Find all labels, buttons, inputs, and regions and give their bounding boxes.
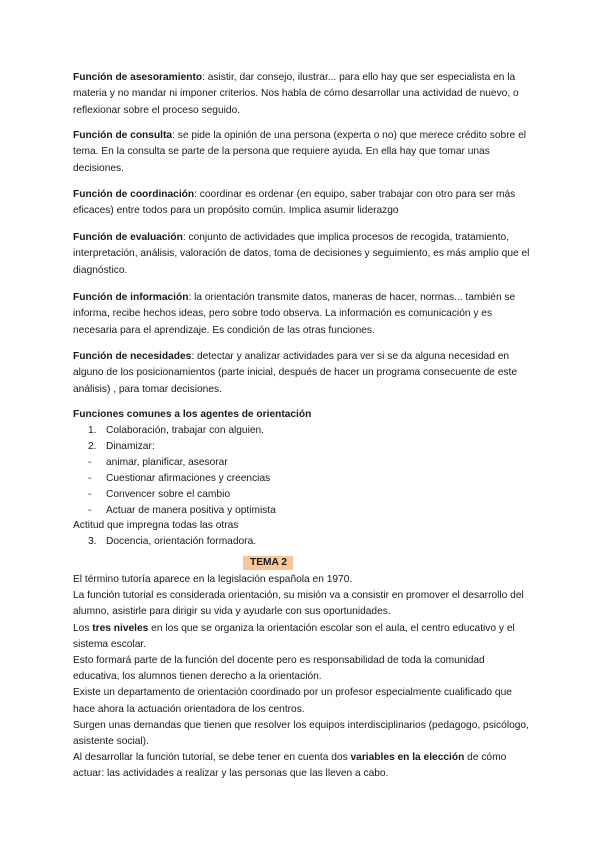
function-term: Función de consulta — [73, 130, 173, 141]
function-term: Función de información — [73, 292, 189, 303]
tema-paragraph: La función tutorial es considerada orientación, su misión va a consistir en promover el desarrollo del alumno, asistirle para dirigir su vida y ayudarle con sus oportunidades. — [73, 590, 524, 618]
bold-term: tres niveles — [92, 622, 149, 634]
list-item — [88, 534, 256, 550]
list-item — [88, 423, 276, 439]
list-marker: 3. — [88, 536, 97, 547]
tema-paragraph: Esto formará parte de la función del docente pero es responsabilidad de toda la comunidad educativa, los alumnos tienen derecho a la orientación. — [73, 655, 485, 683]
list-item-text: animar, planificar, asesorar — [106, 456, 228, 468]
list-item-text: Dinamizar: — [106, 440, 155, 452]
function-description: : la orientación transmite datos, maneras de hacer, normas... también se informa, recibe hechos ideas, pero sobre todo observa. La información es comunicación y es necesaria para el aprendizaje. Es condición de las otras funciones. — [73, 292, 516, 336]
list-marker: - — [88, 488, 92, 500]
common-functions-list-continued — [88, 534, 256, 550]
list-item — [88, 487, 276, 503]
list-marker: 2. — [88, 440, 97, 452]
function-description: : se pide la opinión de una persona (experta o no) que merece crédito sobre el tema. En la consulta se parte de la persona que requiere ayuda. En ella hay que tomar unas decisiones. — [73, 130, 527, 174]
function-information-paragraph — [73, 290, 533, 339]
function-evaluation-paragraph — [73, 230, 533, 279]
function-description: : detectar y analizar actividades para ver si se da alguna necesidad en alguno de los posicionamientos (parte inicial, después de hacer un programa consecuente de este análisis) , para tomar decisiones. — [73, 351, 518, 395]
list-item-text: Docencia, orientación formadora. — [106, 536, 257, 547]
list-item-text: Actuar de manera positiva y optimista — [106, 504, 276, 516]
list-item — [88, 439, 276, 455]
function-term: Función de asesoramiento — [73, 72, 203, 83]
list-item-text: Cuestionar afirmaciones y creencias — [106, 472, 271, 484]
list-item — [88, 471, 276, 487]
function-coordination-paragraph — [73, 187, 533, 220]
tema-2-heading — [243, 556, 293, 570]
common-functions-heading: Funciones comunes a los agentes de orientación — [73, 409, 312, 420]
function-advising-paragraph — [73, 70, 533, 119]
list-marker: - — [88, 472, 92, 484]
list-marker: - — [88, 504, 92, 516]
text-run: de cómo actuar: las actividades a realizar y las personas que las lleven a cabo. — [73, 752, 507, 780]
list-marker: 1. — [88, 425, 97, 436]
list-item-text: Convencer sobre el cambio — [106, 488, 231, 500]
text-run: Al desarrollar la función tutorial, se debe tener en cuenta dos — [73, 752, 351, 764]
function-description: : conjunto de actividades que implica procesos de recogida, tratamiento, interpretación, análisis, valoración de datos, toma de decisiones y seguimiento, es más amplio que el diagnóstico. — [73, 232, 530, 276]
function-term: Función de necesidades — [73, 351, 192, 362]
list-marker: - — [88, 456, 92, 468]
list-item — [88, 503, 276, 519]
text-run: en los que se organiza la orientación escolar son el aula, el centro educativo y el sistema escolar. — [73, 622, 515, 650]
list-item-text: Colaboración, trabajar con alguien. — [106, 425, 265, 436]
tema-paragraph: Existe un departamento de orientación coordinado por un profesor especialmente cualificado que hace ahora la actuación orientadora de los centros. — [73, 687, 512, 715]
attitude-line: Actitud que impregna todas las otras — [73, 520, 239, 531]
function-description: : coordinar es ordenar (en equipo, saber trabajar con otro para ser más eficaces) entre todos para un propósito común. Implica asumir liderazgo — [73, 189, 516, 217]
tema-2-label: TEMA 2 — [250, 557, 287, 568]
function-consultation-paragraph — [73, 128, 533, 177]
text-run: Los — [73, 622, 93, 634]
tema-paragraph: El término tutoría aparece en la legislación española en 1970. — [73, 574, 353, 585]
bold-term: variables en la elección — [350, 752, 465, 764]
tema-paragraph — [73, 750, 533, 782]
list-item — [88, 455, 276, 471]
tema-2-body — [73, 572, 533, 783]
common-functions-list — [88, 423, 276, 518]
function-description: : asistir, dar consejo, ilustrar... para ello hay que ser especialista en la materia y no mandar ni imponer criterios. Nos habla de cómo desarrollar una actividad de nuevo, o reflexionar sobre el proceso seguido. — [73, 72, 519, 116]
function-term: Función de evaluación — [73, 232, 183, 243]
function-term: Función de coordinación — [73, 189, 195, 200]
function-needs-paragraph — [73, 349, 533, 398]
tema-paragraph: Surgen unas demandas que tienen que resolver los equipos interdisciplinarios (pedagogo, psicólogo, asistente social). — [73, 719, 529, 748]
tema-paragraph — [73, 621, 533, 653]
